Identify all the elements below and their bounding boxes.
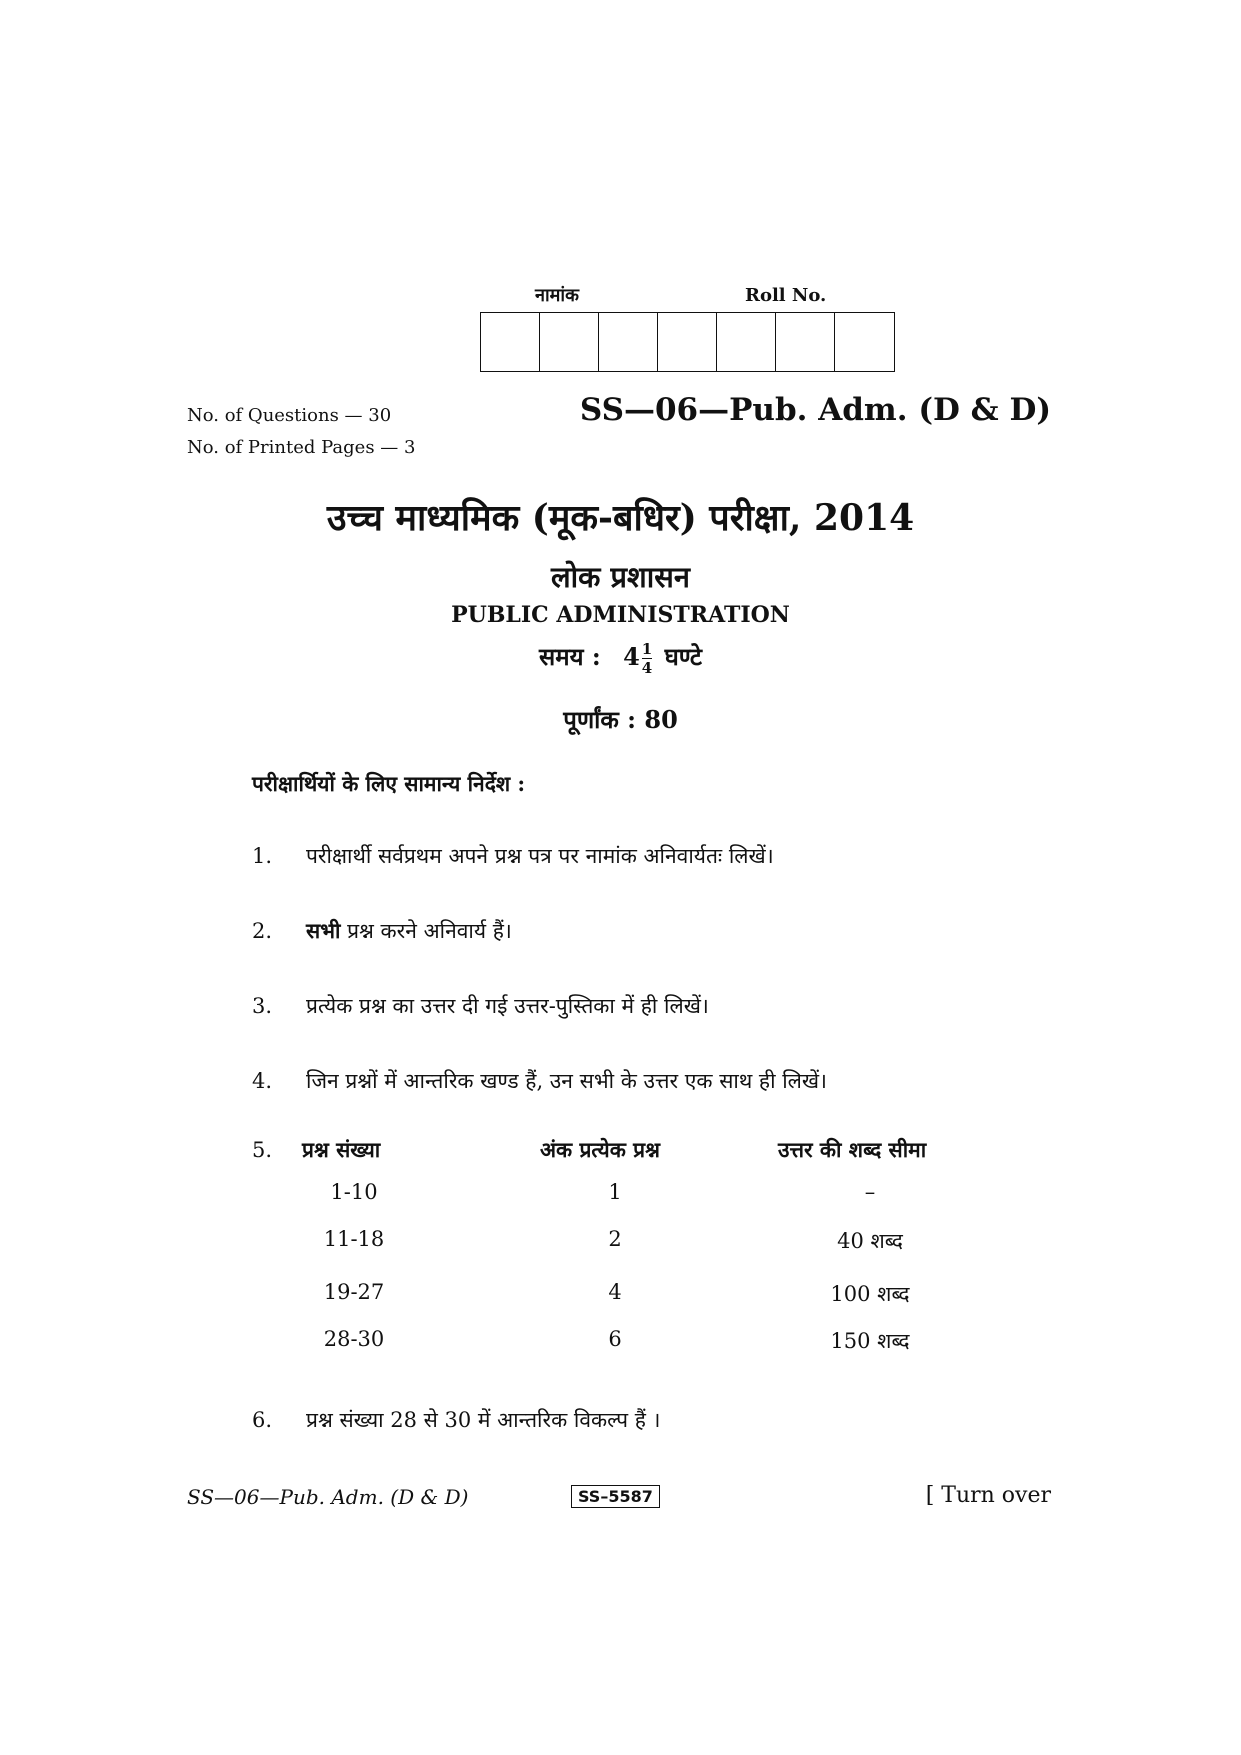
table-cell-question-range: 11-18 [323, 1227, 385, 1251]
instruction-number: 2. [252, 919, 273, 943]
instruction-text: परीक्षार्थी सर्वप्रथम अपने प्रश्न पत्र पर नामांक अनिवार्यतः लिखें। [306, 844, 774, 868]
roll-digit-box [835, 313, 894, 371]
footer-serial-number: SS–5587 [571, 1485, 660, 1508]
table-cell-word-limit: 100 शब्द [830, 1282, 910, 1306]
maximum-marks: पूर्णांक : 80 [563, 705, 678, 734]
subject-hindi: लोक प्रशासन [551, 560, 690, 594]
time-denominator: 4 [641, 659, 653, 677]
number-of-questions: No. of Questions — 30 [187, 405, 392, 426]
instruction-text: प्रश्न संख्या 28 से 30 में आन्तरिक विकल्प हैं । [306, 1408, 661, 1432]
footer-paper-code: SS—06—Pub. Adm. (D & D) [187, 1485, 469, 1509]
instruction-number: 4. [252, 1069, 273, 1093]
turn-over-note: [ Turn over [925, 1483, 1051, 1508]
instruction-number: 3. [252, 994, 273, 1018]
roll-digit-box [481, 313, 540, 371]
instruction-emphasis: सभी [306, 918, 341, 943]
time-label: समय : [539, 642, 601, 671]
table-header-marks-each: अंक प्रत्येक प्रश्न [540, 1137, 660, 1162]
roll-digit-box [658, 313, 717, 371]
table-header-question-number: प्रश्न संख्या [302, 1137, 381, 1162]
roll-digit-box [717, 313, 776, 371]
instructions-heading: परीक्षार्थियों के लिए सामान्य निर्देश : [252, 771, 526, 796]
roll-digit-box [599, 313, 658, 371]
subject-english: PUBLIC ADMINISTRATION [451, 602, 790, 628]
instruction-number: 5. [252, 1138, 273, 1162]
table-cell-marks: 1 [608, 1180, 622, 1204]
roll-label-english: Roll No. [745, 285, 827, 306]
instruction-number: 1. [252, 844, 273, 868]
table-cell-marks: 2 [608, 1227, 622, 1251]
table-header-word-limit: उत्तर की शब्द सीमा [778, 1137, 927, 1162]
roll-label-hindi: नामांक [535, 285, 579, 306]
instruction-text: प्रश्न करने अनिवार्य हैं। [340, 919, 512, 943]
table-cell-question-range: 28-30 [323, 1327, 385, 1351]
time-numerator: 1 [641, 640, 653, 658]
time-unit: घण्टे [664, 642, 702, 671]
table-cell-question-range: 1-10 [330, 1180, 378, 1204]
table-cell-marks: 6 [608, 1327, 622, 1351]
table-cell-word-limit: 150 शब्द [830, 1329, 910, 1353]
table-cell-marks: 4 [608, 1280, 622, 1304]
table-cell-word-limit: – [864, 1180, 876, 1204]
time-fraction [642, 640, 652, 677]
time-whole: 4 [623, 642, 640, 671]
roll-number-boxes [480, 312, 895, 372]
roll-digit-box [540, 313, 599, 371]
table-cell-question-range: 19-27 [323, 1280, 385, 1304]
instruction-number: 6. [252, 1408, 273, 1432]
exam-title: उच्च माध्यमिक (मूक-बधिर) परीक्षा, 2014 [326, 497, 915, 539]
paper-code: SS—06—Pub. Adm. (D & D) [579, 392, 1051, 428]
exam-duration [0, 640, 1241, 677]
number-of-pages: No. of Printed Pages — 3 [187, 437, 416, 458]
instruction-text: जिन प्रश्नों में आन्तरिक खण्ड हैं, उन सभी के उत्तर एक साथ ही लिखें। [306, 1069, 828, 1093]
instruction-text: प्रत्येक प्रश्न का उत्तर दी गई उत्तर-पुस्तिका में ही लिखें। [306, 994, 709, 1018]
roll-digit-box [776, 313, 835, 371]
table-cell-word-limit: 40 शब्द [837, 1229, 903, 1253]
instruction-item-2 [306, 917, 512, 945]
